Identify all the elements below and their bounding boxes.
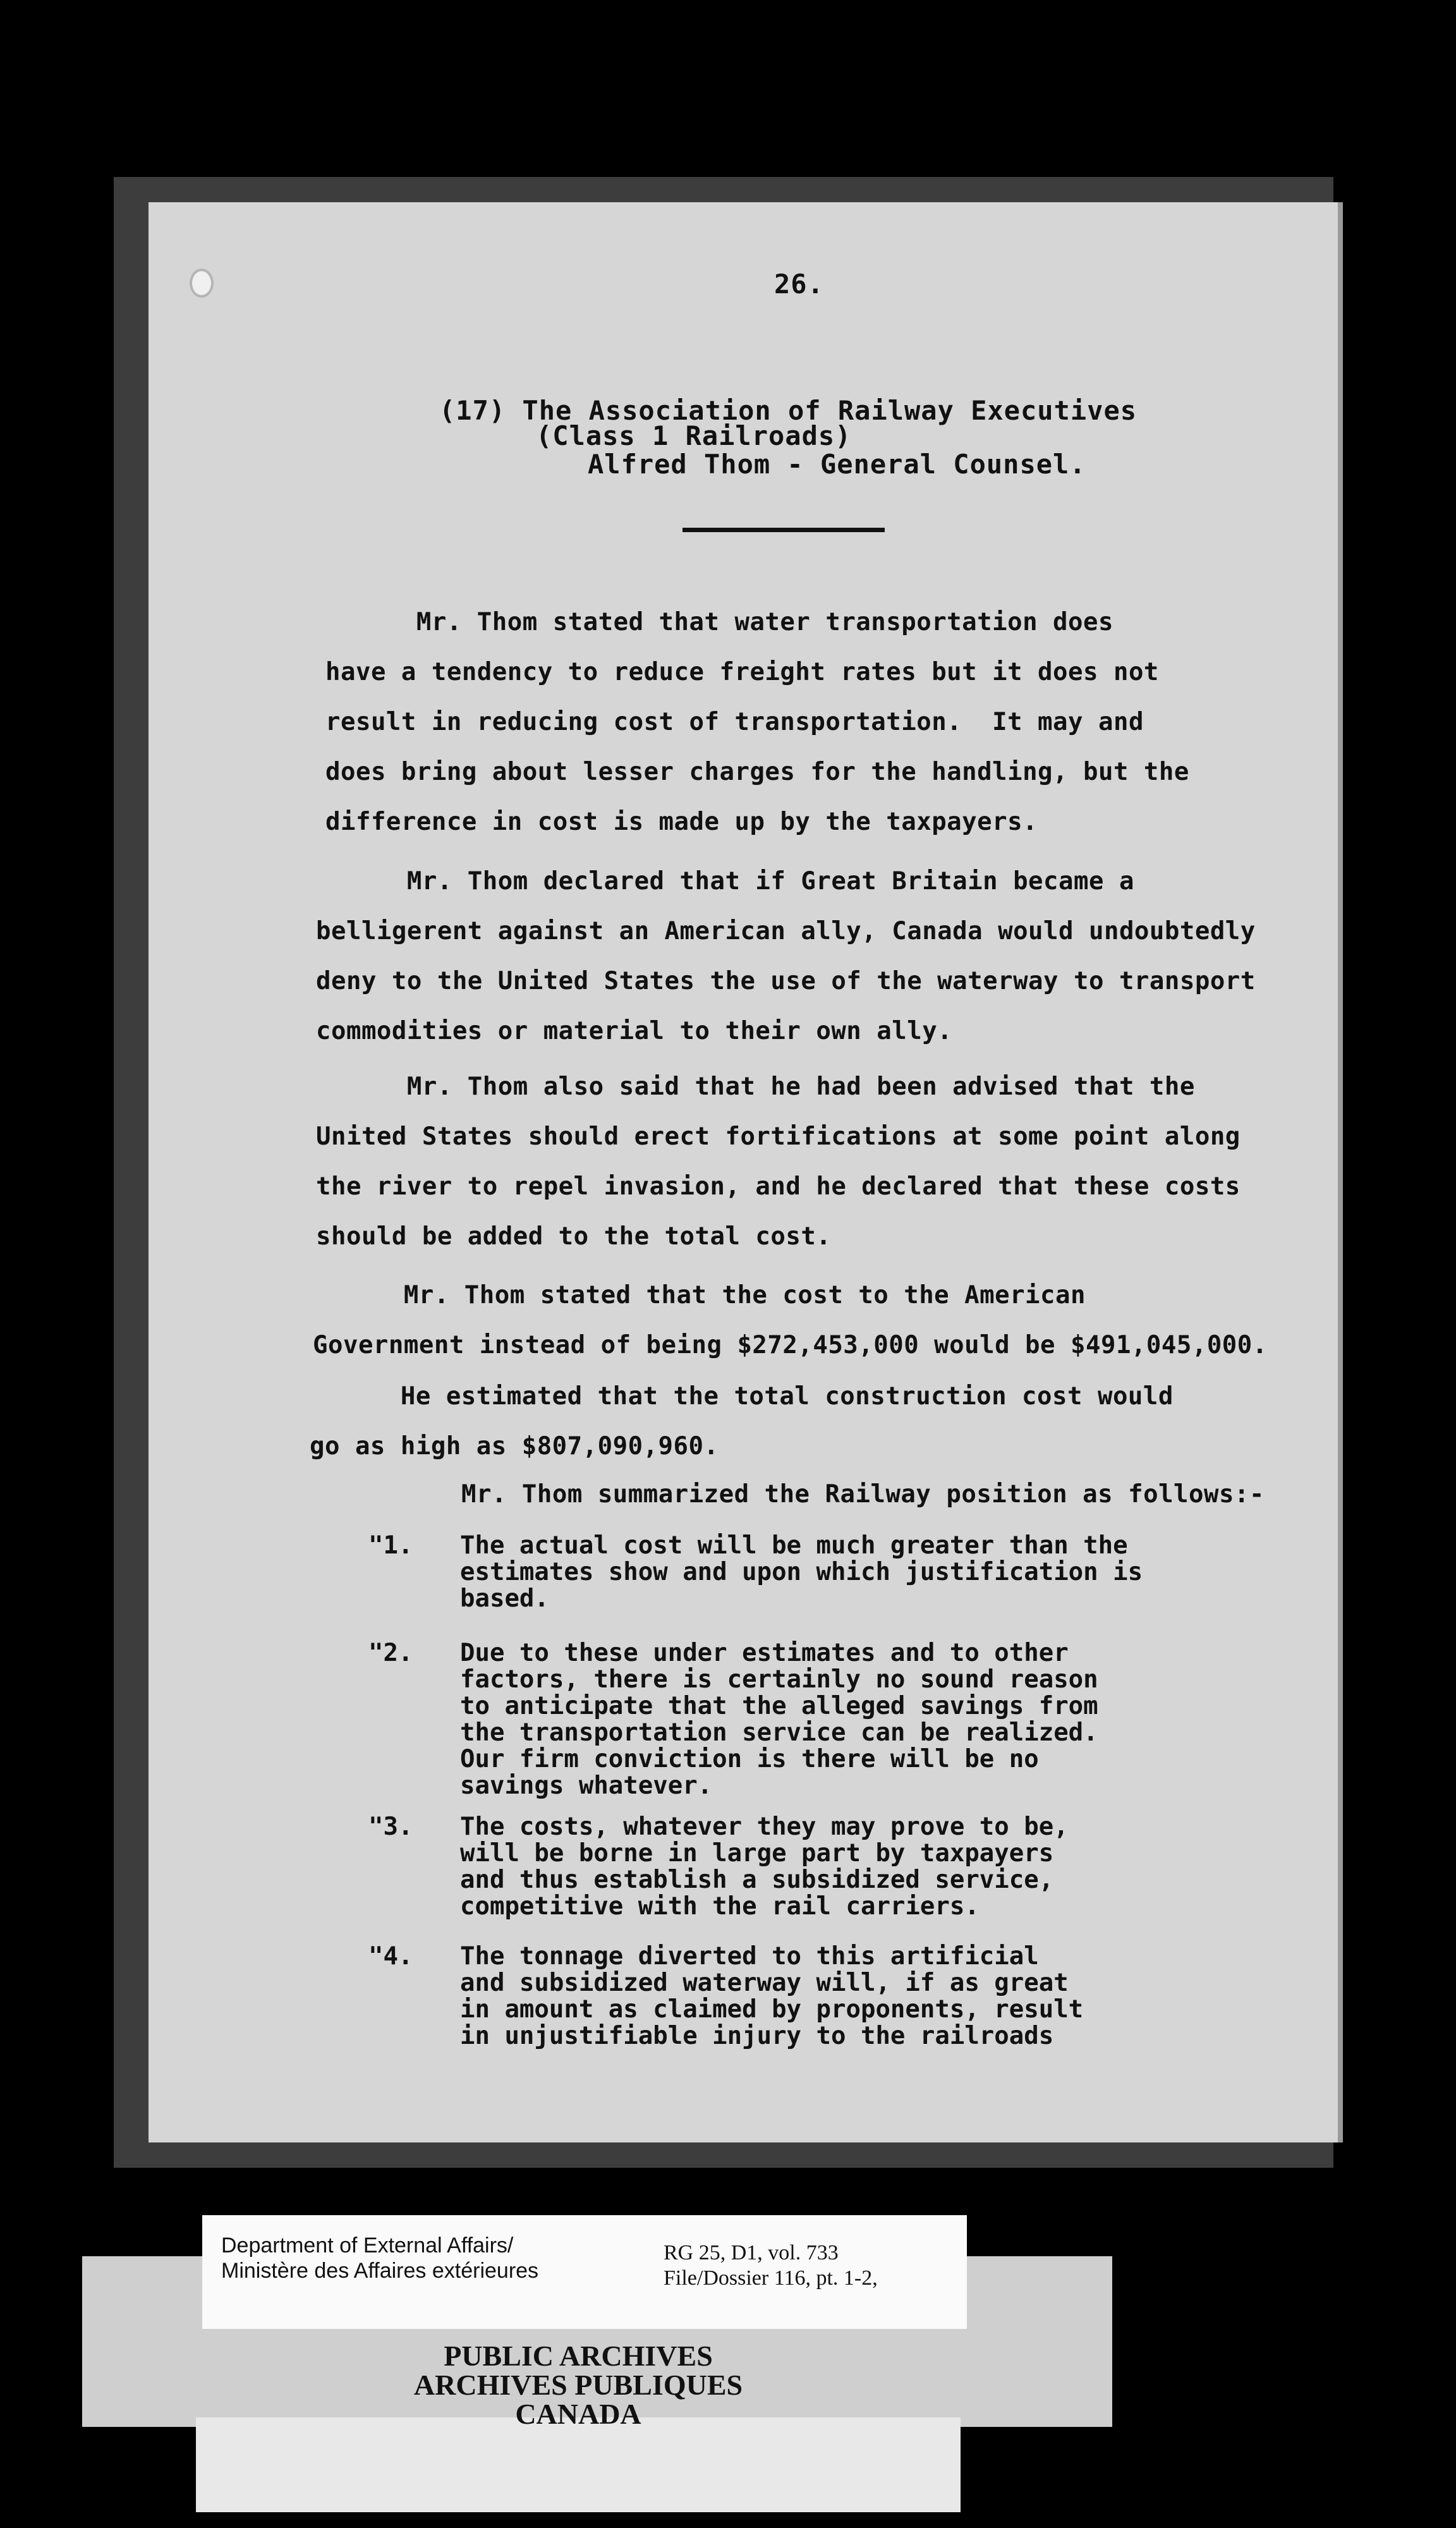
paragraph-3: Mr. Thom also said that he had been advised that the United States should erect fortifications at some point along the river to repel invasion, and he declared that these costs should be added to the total cost. bbox=[316, 1073, 1241, 1251]
file-reference: RG 25, D1, vol. 733 File/Dossier 116, pt. 1-2, bbox=[664, 2241, 878, 2290]
item-text: The costs, whatever they may prove to be, will be borne in large part by taxpayers and thus establish a subsidized service, competitive with the rail carriers. bbox=[460, 1813, 1069, 1921]
heading-rule bbox=[682, 528, 885, 532]
paragraph-5: He estimated that the total construction cost would go as high as $807,090,960. bbox=[310, 1382, 1174, 1461]
item-text: The tonnage diverted to this artificial and subsidized waterway will, if as great in amount as claimed by proponents, result in unjustifiable injury to the railroads bbox=[460, 1942, 1084, 2050]
page-number: 26. bbox=[774, 269, 824, 300]
punch-hole bbox=[190, 269, 214, 298]
heading-line-3: Alfred Thom - General Counsel. bbox=[588, 449, 1086, 480]
label-tab bbox=[196, 2417, 961, 2512]
item-number: "1. bbox=[368, 1531, 413, 1560]
item-number: "3. bbox=[368, 1813, 413, 1841]
item-text: Due to these under estimates and to other factors, there is certainly no sound reason to anticipate that the alleged savings from the transportation service can be realized. Our firm conviction is there will be no savings whatever. bbox=[460, 1639, 1098, 1800]
department-name: Department of External Affairs/ Ministère des Affaires extérieures bbox=[221, 2233, 539, 2283]
paragraph-4: Mr. Thom stated that the cost to the American Government instead of being $272,453,000 would be $491,045,000. bbox=[313, 1281, 1268, 1359]
item-text: The actual cost will be much greater than the estimates show and upon which justification is based. bbox=[460, 1531, 1143, 1613]
paragraph-1: Mr. Thom stated that water transportation does have a tendency to reduce freight rates but it does not result in reducing cost of transportation. It may and does bring about lesser charges for the handling, but the difference in cost is made up by the taxpayers. bbox=[325, 608, 1189, 836]
archive-label-card bbox=[202, 2215, 967, 2329]
item-number: "4. bbox=[368, 1942, 413, 1971]
paragraph-6: Mr. Thom summarized the Railway position as follows:- bbox=[461, 1480, 1265, 1509]
item-number: "2. bbox=[368, 1639, 413, 1667]
paragraph-2: Mr. Thom declared that if Great Britain became a belligerent against an American ally, Canada would undoubtedly deny to the United States the use of the waterway to transport commodities or material to their own ally. bbox=[316, 867, 1256, 1045]
heading-line-2: (Class 1 Railroads) bbox=[536, 420, 852, 451]
archives-stamp: PUBLIC ARCHIVES ARCHIVES PUBLIQUES CANADA bbox=[413, 2340, 743, 2430]
heading-line-1: (17) The Association of Railway Executives bbox=[439, 395, 1138, 426]
